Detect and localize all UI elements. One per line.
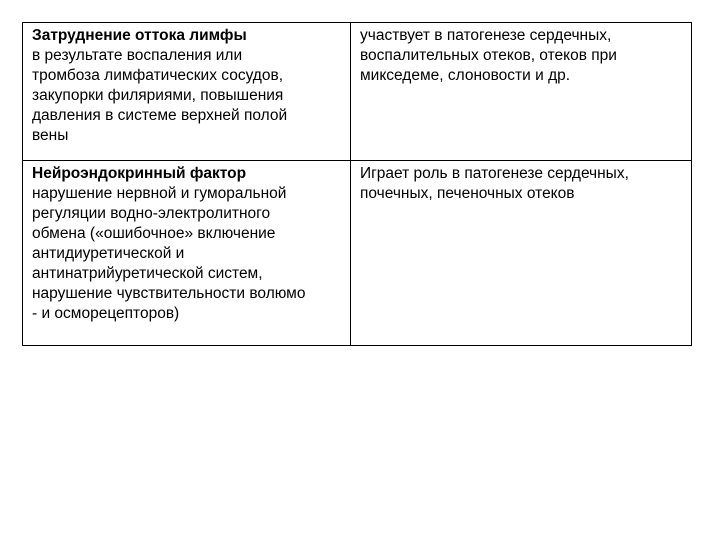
- cause-text-line: нарушение нервной и гуморальной: [32, 185, 287, 202]
- cause-cell: [23, 23, 351, 161]
- cause-cell: [23, 161, 351, 346]
- role-text-line: микседеме, слоновости и др.: [360, 67, 571, 84]
- cause-text-line: тромбоза лимфатических сосудов,: [32, 67, 284, 84]
- table-row: [23, 161, 692, 346]
- role-cell: [351, 23, 692, 161]
- cause-text-line: антидиуретической и: [32, 245, 185, 262]
- cause-text-line: регуляции водно-электролитного: [32, 205, 271, 222]
- cause-text-line: давления в системе верхней полой: [32, 107, 288, 124]
- cause-text-line: антинатрийуретической систем,: [32, 265, 263, 282]
- cause-text-line: в результате воспаления или: [32, 47, 243, 64]
- role-text-line: участвует в патогенезе сердечных,: [360, 27, 612, 44]
- cause-text-line: вены: [32, 127, 69, 144]
- role-text-line: воспалительных отеков, отеков при: [360, 47, 617, 64]
- role-text-line: почечных, печеночных отеков: [360, 185, 575, 202]
- cause-title: Нейроэндокринный фактор: [32, 165, 247, 182]
- cause-text-line: обмена («ошибочное» включение: [32, 225, 276, 242]
- cause-text-line: закупорки филяриями, повышения: [32, 87, 284, 104]
- role-text-line: Играет роль в патогенезе сердечных,: [360, 165, 629, 182]
- cause-text-line: - и осморецепторов): [32, 305, 180, 322]
- role-cell: [351, 161, 692, 346]
- content-table: [22, 22, 692, 346]
- table-row: [23, 23, 692, 161]
- cause-title: Затруднение оттока лимфы: [32, 27, 247, 44]
- cause-text-line: нарушение чувствительности волюмо: [32, 285, 306, 302]
